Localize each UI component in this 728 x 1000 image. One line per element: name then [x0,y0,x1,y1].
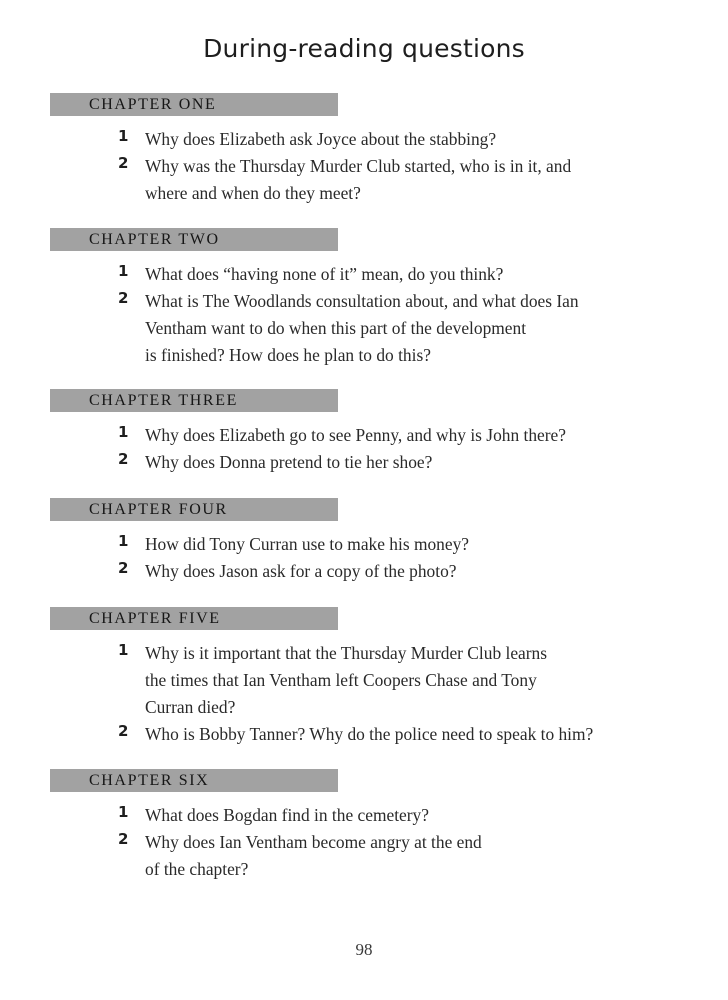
question-line: the times that Ian Ventham left Coopers Chase and Tony [145,670,537,690]
question-number: 1 [118,803,129,821]
chapter-section [0,93,728,207]
question-line: What does Bogdan find in the cemetery? [145,805,429,825]
question-line: Why is it important that the Thursday Murder Club learns [145,643,548,663]
question-line: is finished? How does he plan to do this? [145,345,431,365]
question-text [145,829,705,883]
chapter-heading: CHAPTER SIX [50,769,338,792]
question-line: What does “having none of it” mean, do you think? [145,264,504,284]
question-list [0,640,728,748]
question-list [0,531,728,585]
question-item [0,126,728,153]
question-text [145,721,705,748]
question-text [145,531,705,558]
question-line: Why does Jason ask for a copy of the photo? [145,561,457,581]
question-text [145,153,705,207]
chapter-heading: CHAPTER ONE [50,93,338,116]
question-text [145,802,705,829]
chapter-heading: CHAPTER TWO [50,228,338,251]
question-item [0,261,728,288]
chapter-heading: CHAPTER THREE [50,389,338,412]
question-list [0,261,728,369]
question-number: 1 [118,262,129,280]
question-item [0,449,728,476]
question-text [145,126,705,153]
question-number: 2 [118,722,129,740]
question-line: Why does Ian Ventham become angry at the end [145,832,482,852]
question-number: 2 [118,830,129,848]
page-number: 98 [355,940,373,959]
question-number: 1 [118,423,129,441]
question-line: How did Tony Curran use to make his money? [145,534,470,554]
question-number: 2 [118,559,129,577]
question-line: What is The Woodlands consultation about, and what does Ian [145,291,579,311]
question-number: 2 [118,154,129,172]
question-item [0,829,728,883]
question-list [0,422,728,476]
question-number: 2 [118,289,129,307]
chapter-section [0,607,728,748]
question-line: Why does Elizabeth ask Joyce about the stabbing? [145,129,497,149]
chapter-heading: CHAPTER FIVE [50,607,338,630]
question-list [0,126,728,207]
question-text [145,288,705,369]
page-title: During-reading questions [203,34,525,63]
question-text [145,422,705,449]
question-list [0,802,728,883]
question-item [0,531,728,558]
question-line: Why was the Thursday Murder Club started, who is in it, and [145,156,572,176]
question-line: Who is Bobby Tanner? Why do the police need to speak to him? [145,724,594,744]
question-text [145,558,705,585]
question-number: 1 [118,641,129,659]
question-item [0,558,728,585]
chapter-heading: CHAPTER FOUR [50,498,338,521]
question-number: 1 [118,127,129,145]
question-item [0,288,728,369]
question-line: Why does Elizabeth go to see Penny, and why is John there? [145,425,566,445]
question-line: Curran died? [145,697,236,717]
question-item [0,153,728,207]
question-number: 1 [118,532,129,550]
chapter-section [0,769,728,883]
question-item [0,422,728,449]
chapter-section [0,389,728,476]
question-text [145,261,705,288]
question-line: Why does Donna pretend to tie her shoe? [145,452,433,472]
question-line: where and when do they meet? [145,183,361,203]
question-item [0,640,728,721]
question-text [145,449,705,476]
question-number: 2 [118,450,129,468]
question-line: Ventham want to do when this part of the development [145,318,527,338]
question-text [145,640,705,721]
question-item [0,802,728,829]
chapter-section [0,228,728,369]
question-line: of the chapter? [145,859,249,879]
chapter-section [0,498,728,585]
question-item [0,721,728,748]
